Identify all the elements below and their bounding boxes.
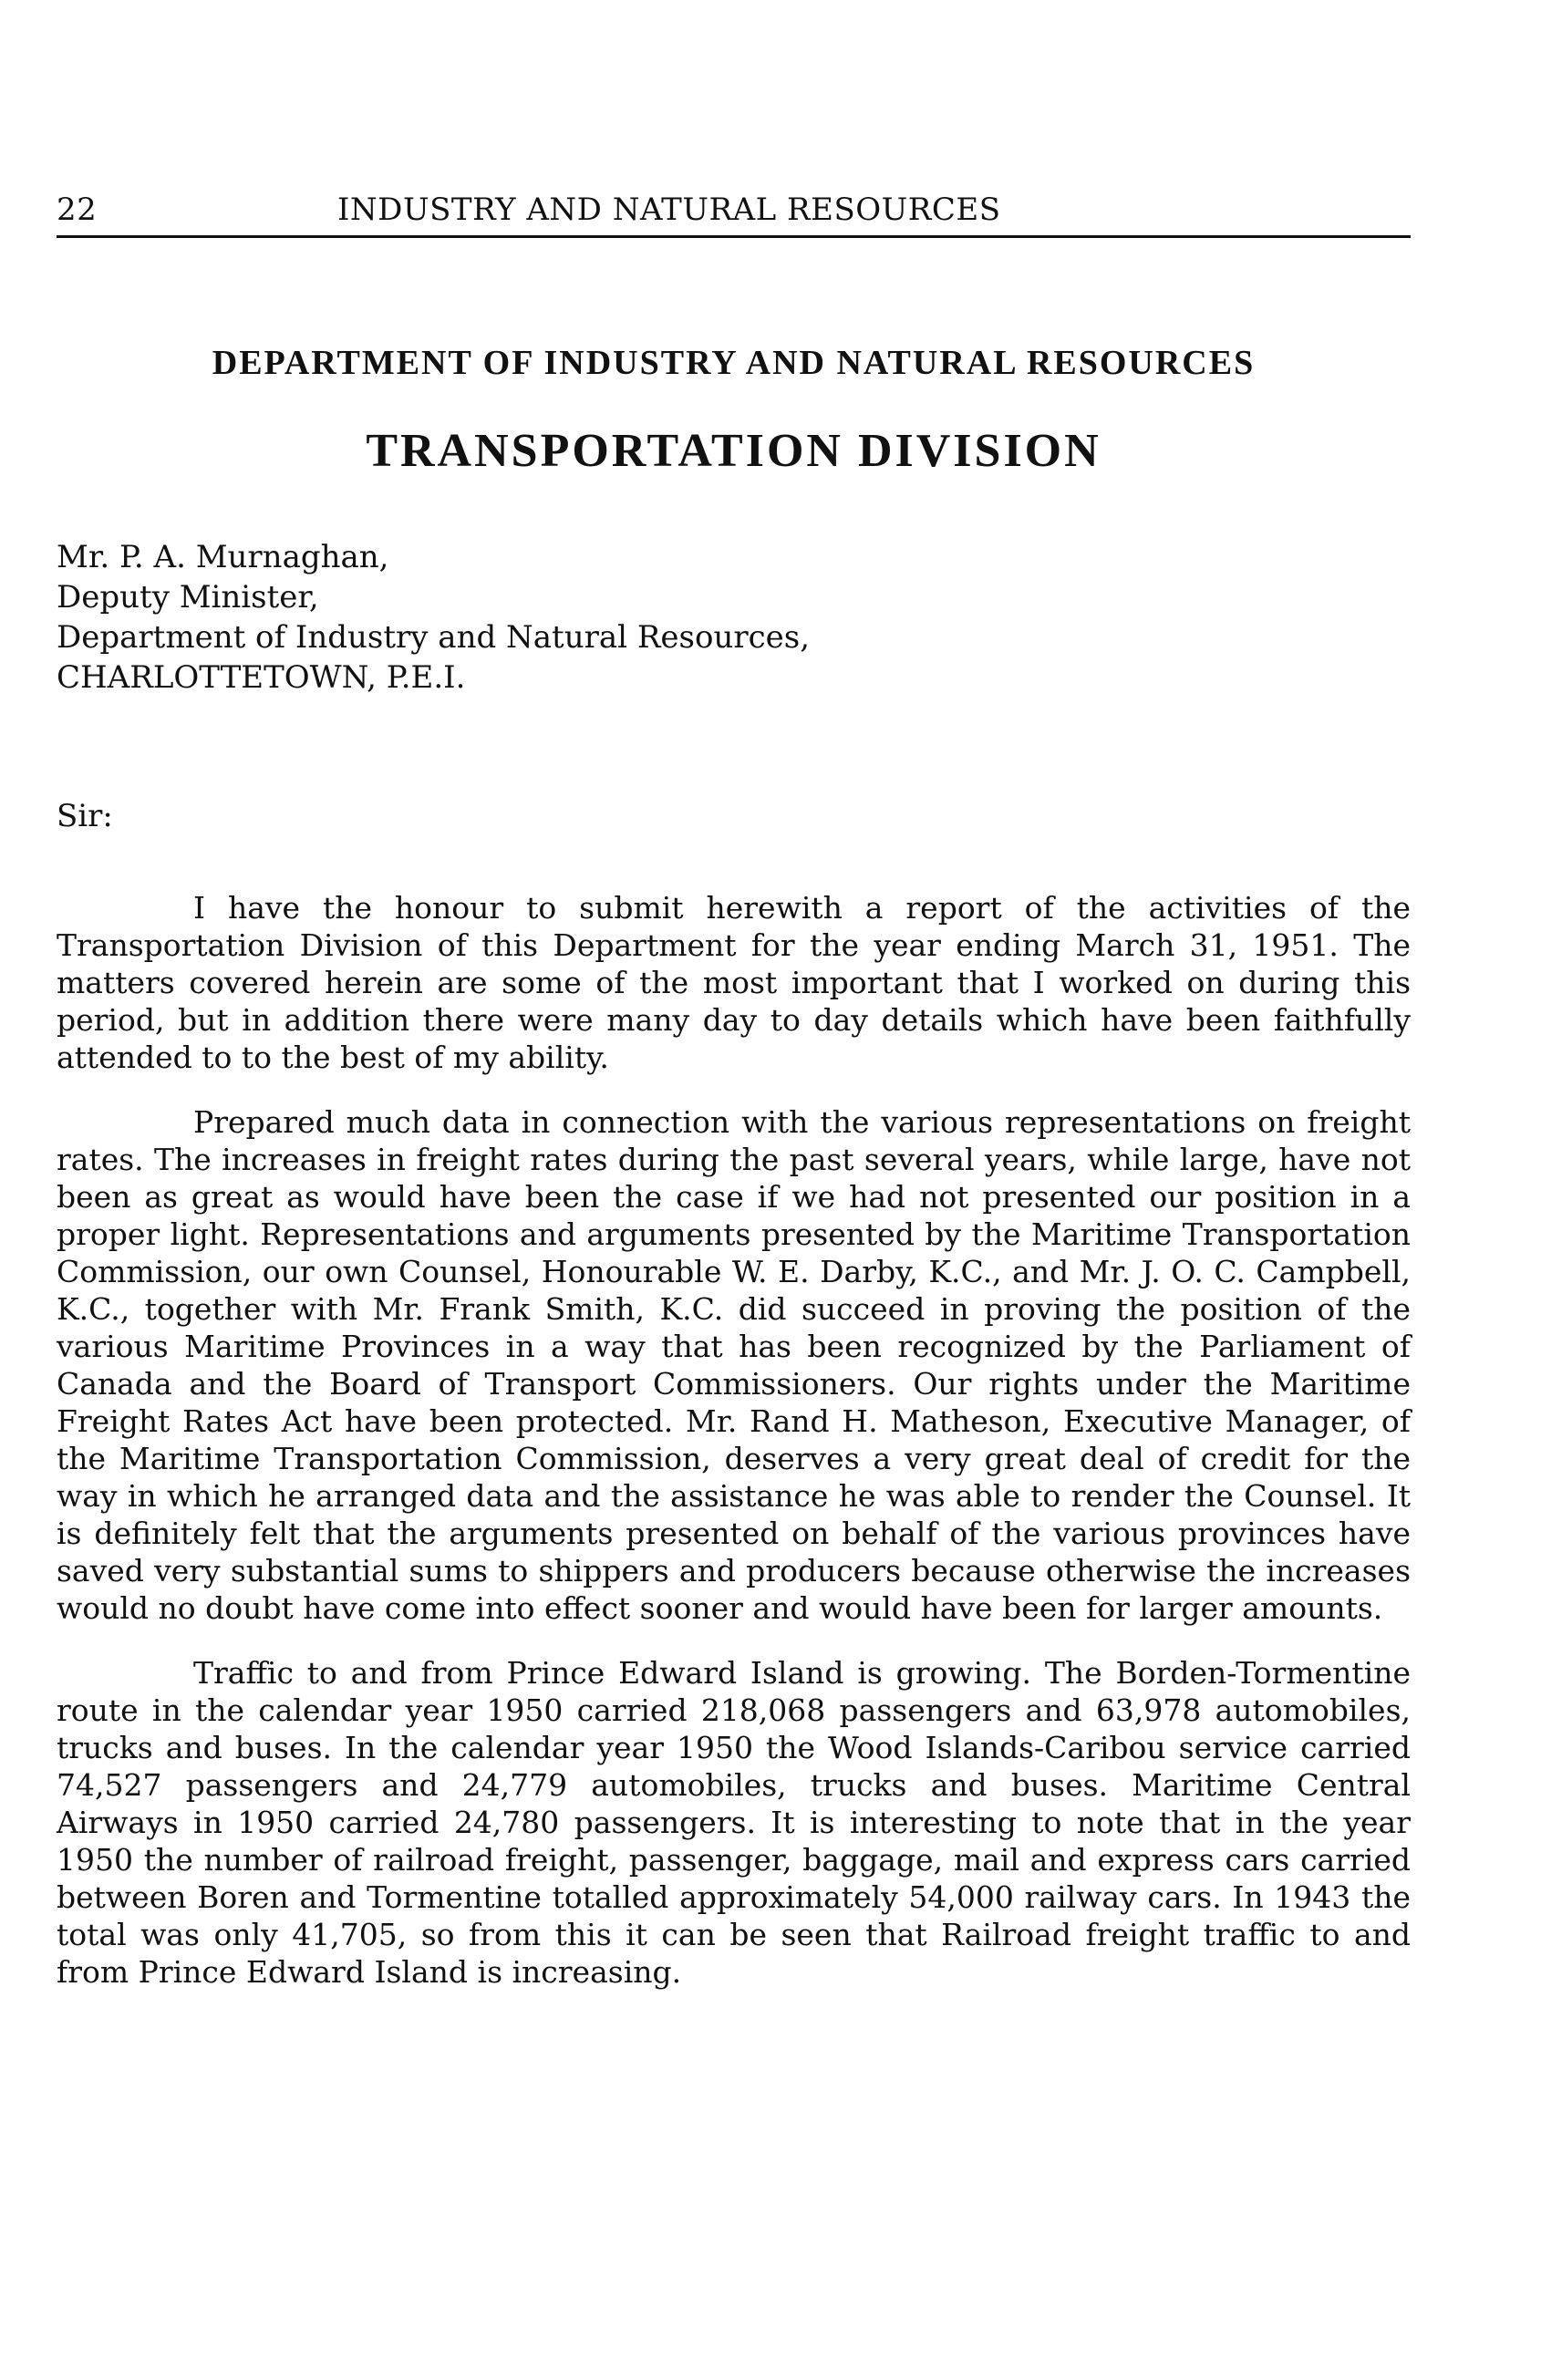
running-header bbox=[57, 191, 1411, 238]
address-line: Deputy Minister, bbox=[57, 579, 319, 616]
department-title: DEPARTMENT OF INDUSTRY AND NATURAL RESOURCES bbox=[212, 344, 1256, 382]
body-paragraph: Traffic to and from Prince Edward Island is growing. The Borden-Tormentine route in the calendar year 1950 carried 218,068 passengers and 63,978 automobiles, trucks and buses. In the calendar year 1950 the Wood Islands-Caribou service carried 74,527 passengers and 24,779 automobiles, trucks and buses. Maritime Central Airways in 1950 carried 24,780 passengers. It is interesting to note that in the year 1950 the number of railroad freight, passenger, baggage, mail and express cars carried between Boren and Tormentine totalled approximately 54,000 railway cars. In 1943 the total was only 41,705, so from this it can be seen that Railroad freight traffic to and from Prince Edward Island is increasing. bbox=[57, 1655, 1411, 1990]
address-line: Mr. P. A. Murnaghan, bbox=[57, 539, 389, 575]
running-title: INDUSTRY AND NATURAL RESOURCES bbox=[337, 191, 1001, 228]
recipient-address bbox=[57, 537, 1411, 698]
body-paragraph: I have the honour to submit herewith a report of the activities of the Transportation Division of this Department for the year ending March 31, 1951. The matters covered herein are some of the most important that I worked on during this period, but in addition there were many day to day details which have been faithfully attended to to the best of my ability. bbox=[57, 890, 1411, 1075]
address-line: Department of Industry and Natural Resources, bbox=[57, 619, 811, 656]
salutation: Sir: bbox=[57, 798, 113, 834]
body-paragraph: Prepared much data in connection with the various representations on freight rates. The increases in freight rates during the past several years, while large, have not been as great as would have been the case if we had not presented our position in a proper light. Representations and arguments presented by the Maritime Transportation Commission, our own Counsel, Honourable W. E. Darby, K.C., and Mr. J. O. C. Campbell, K.C., together with Mr. Frank Smith, K.C. did succeed in proving the position of the various Maritime Provinces in a way that has been recognized by the Parliament of Canada and the Board of Transport Commissioners. Our rights under the Maritime Freight Rates Act have been protected. Mr. Rand H. Matheson, Executive Manager, of the Maritime Transportation Commission, deserves a very great deal of credit for the way in which he arranged data and the assistance he was able to render the Counsel. It is definitely felt that the arguments presented on behalf of the various provinces have saved very substantial sums to shippers and producers because otherwise the increases would no doubt have come into effect sooner and would have been for larger amounts. bbox=[57, 1104, 1411, 1626]
division-title: TRANSPORTATION DIVISION bbox=[366, 425, 1101, 477]
address-line: CHARLOTTETOWN, P.E.I. bbox=[57, 659, 466, 696]
page-number: 22 bbox=[57, 191, 98, 228]
document-page bbox=[57, 191, 1411, 1991]
